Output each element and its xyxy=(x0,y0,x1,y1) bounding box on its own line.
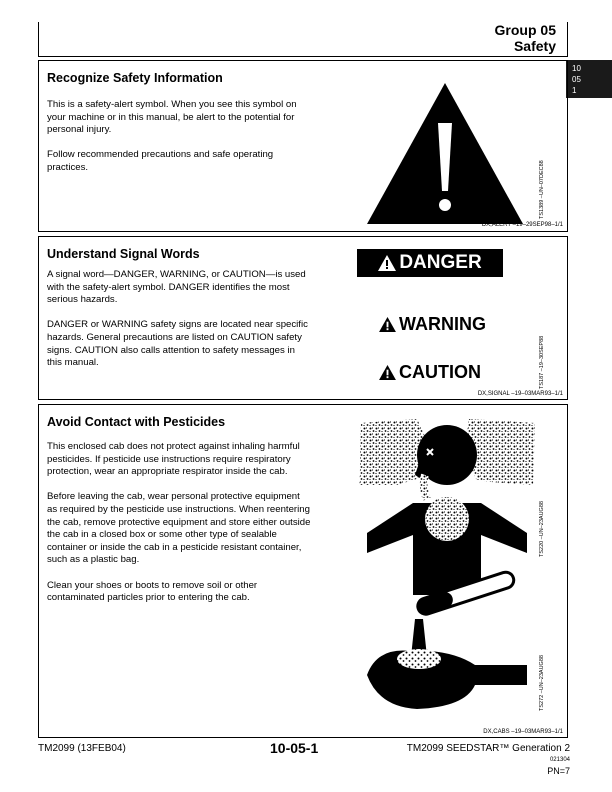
warning-sign xyxy=(379,313,486,335)
danger-label: DANGER xyxy=(399,252,482,273)
footer-pn: PN=7 xyxy=(547,766,570,776)
body-paragraph: Before leaving the cab, wear personal protective equipment as required by the pesticide use instructions. When reentering the cab, remove protective equipment and store either outside the cab in a closed box or some other type of sealable container or inside the cab in a pesticide resistant container, such as a plastic bag. xyxy=(47,491,311,566)
footer-page-number: 10-05-1 xyxy=(270,740,319,756)
pesticide-skin-contact-illustration xyxy=(357,567,537,715)
section-body xyxy=(47,269,312,382)
body-paragraph: This is a safety-alert symbol. When you see this symbol on your machine or in this manual, be alert to the potential for personal injury. xyxy=(47,99,297,136)
header-bottom-rule xyxy=(38,56,568,57)
body-paragraph: DANGER or WARNING safety signs are located near specific hazards. General precautions are listed on CAUTION safety signs. CAUTION also calls attention to safety messages in this manual. xyxy=(47,319,308,369)
footer-date-code: 021304 xyxy=(549,757,570,763)
section-body xyxy=(47,99,312,187)
figure-caption: DX,SIGNAL –19–03MAR93–1/1 xyxy=(477,391,563,397)
body-paragraph: A signal word—DANGER, WARNING, or CAUTION—is used with the safety-alert symbol. DANGER identifies the most serious hazards. xyxy=(47,269,306,306)
group-number: Group 05 xyxy=(494,22,556,38)
section-signal-words xyxy=(38,236,568,400)
figure-caption: DX,CABS –19–03MAR93–1/1 xyxy=(483,729,563,735)
tab-line-3: 1 xyxy=(572,86,577,95)
caution-label: CAUTION xyxy=(399,361,481,382)
figure-id: TS272 –UN–23AUG88 xyxy=(539,655,545,711)
section-title: Understand Signal Words xyxy=(47,247,200,261)
warning-alert-icon xyxy=(379,317,396,332)
figure-id: TS187 –19–30SEP88 xyxy=(539,335,545,389)
group-heading xyxy=(495,22,556,54)
warning-label: WARNING xyxy=(399,313,486,334)
tab-line-1: 10 xyxy=(572,64,581,73)
caution-sign xyxy=(379,361,481,383)
body-paragraph: Clean your shoes or boots to remove soil or other contaminated particles prior to entering the cab. xyxy=(47,579,258,604)
section-title: Recognize Safety Information xyxy=(47,71,223,85)
footer-manual-title: TM2099 SEEDSTAR™ Generation 2 xyxy=(406,743,570,754)
figure-id: TS1389 –UN–07DEC88 xyxy=(539,160,545,219)
caution-alert-icon xyxy=(379,365,396,380)
figure-caption: DX,ALERT –19–29SEP98–1/1 xyxy=(481,222,563,228)
body-paragraph: This enclosed cab does not protect against inhaling harmful pesticides. If pesticide use instructions require respiratory protection, wear an appropriate respirator inside the cab. xyxy=(47,441,300,478)
section-pesticides xyxy=(38,404,568,738)
section-title: Avoid Contact with Pesticides xyxy=(47,415,226,429)
section-name: Safety xyxy=(513,38,556,54)
danger-alert-icon xyxy=(378,255,396,271)
figure-id: TS220 –UN–23AUG88 xyxy=(539,501,545,557)
section-safety-alert xyxy=(38,60,568,232)
body-paragraph: Follow recommended precautions and safe operating practices. xyxy=(47,149,274,173)
header-right-rule xyxy=(567,22,568,56)
page-tab xyxy=(566,60,612,98)
header-left-rule xyxy=(38,22,39,56)
section-body xyxy=(47,441,312,617)
footer-manual-id: TM2099 (13FEB04) xyxy=(38,743,126,754)
danger-sign xyxy=(357,249,503,277)
safety-alert-triangle-icon xyxy=(365,81,525,226)
tab-line-2: 05 xyxy=(572,75,581,84)
